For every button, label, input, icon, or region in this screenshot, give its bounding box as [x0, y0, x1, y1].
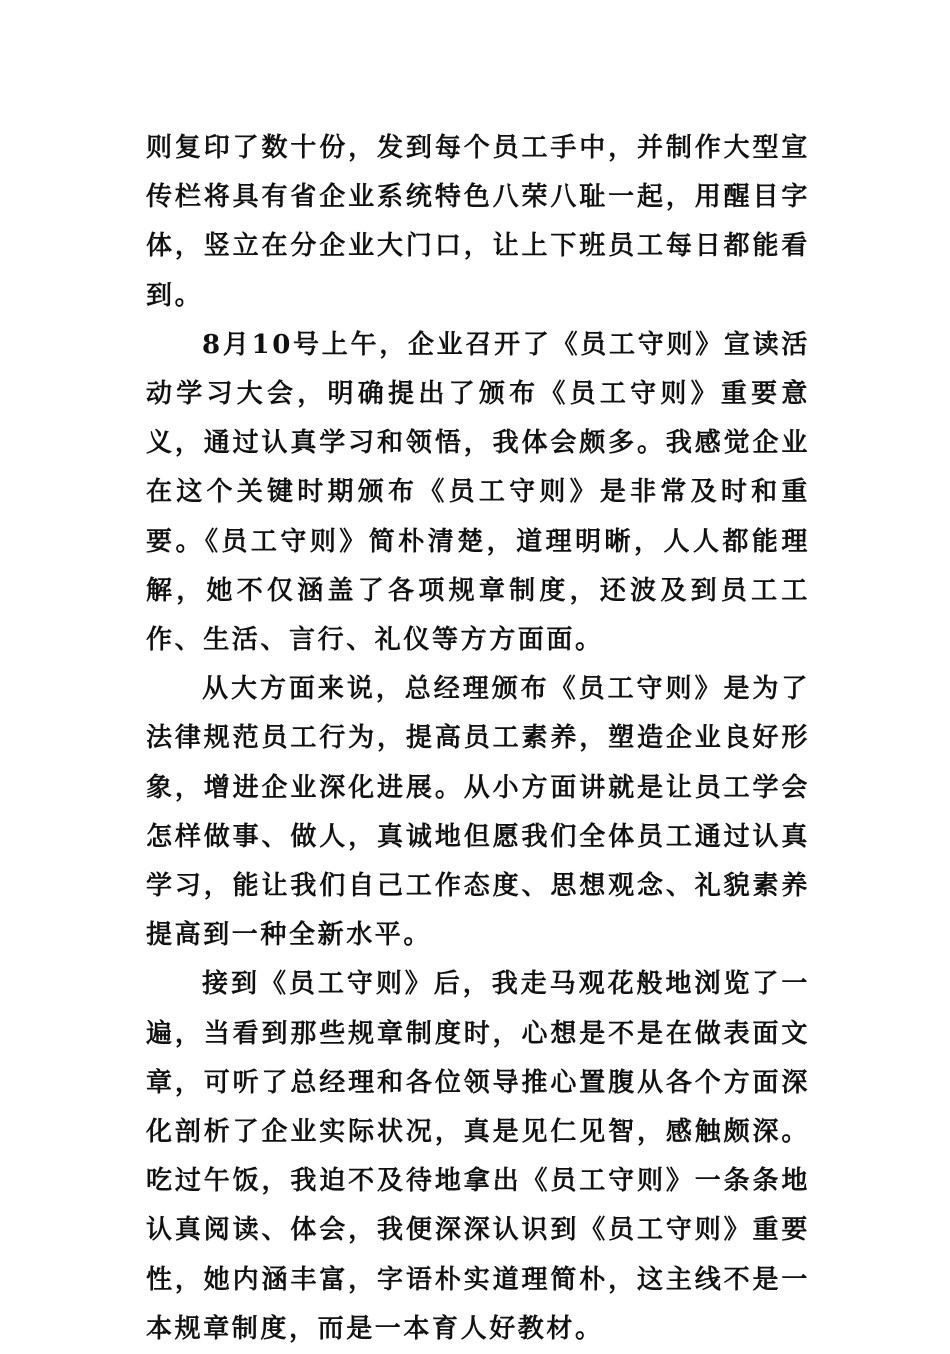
- document-body: [146, 124, 810, 1354]
- paragraph-1: 则复印了数十份，发到每个员工手中，并制作大型宣传栏将具有省企业系统特色八荣八耻一起，用醒目字体，竖立在分企业大门口，让上下班员工每日都能看到。: [146, 133, 810, 311]
- paragraph-3: 从大方面来说，总经理颁布《员工守则》是为了法律规范员工行为，提高员工素养，塑造企业良好形象，增进企业深化进展。从小方面讲就是让员工学会怎样做事、做人，真诚地但愿我们全体员工通过认真学习，能让我们自己工作态度、思想观念、礼貌素养提高到一种全新水平。: [146, 674, 810, 951]
- paragraph-4: 接到《员工守则》后，我走马观花般地浏览了一遍，当看到那些规章制度时，心想是不是在做表面文章，可听了总经理和各位领导推心置腹从各个方面深化剖析了企业实际状况，真是见仁见智，感触颇深。吃过午饭，我迫不及待地拿出《员工守则》一条条地认真阅读、体会，我便深深认识到《员工守则》重要性，她内涵丰富，字语朴实道理简朴，这主线不是一本规章制度，而是一本育人好教材。: [146, 969, 810, 1344]
- paragraph-2: 8月10号上午，企业召开了《员工守则》宣读活动学习大会，明确提出了颁布《员工守则》重要意义，通过认真学习和领悟，我体会颇多。我感觉企业在这个关键时期颁布《员工守则》是非常及时和重要。《员工守则》简朴清楚，道理明晰，人人都能理解，她不仅涵盖了各项规章制度，还波及到员工工作、生活、言行、礼仪等方方面面。: [146, 329, 810, 656]
